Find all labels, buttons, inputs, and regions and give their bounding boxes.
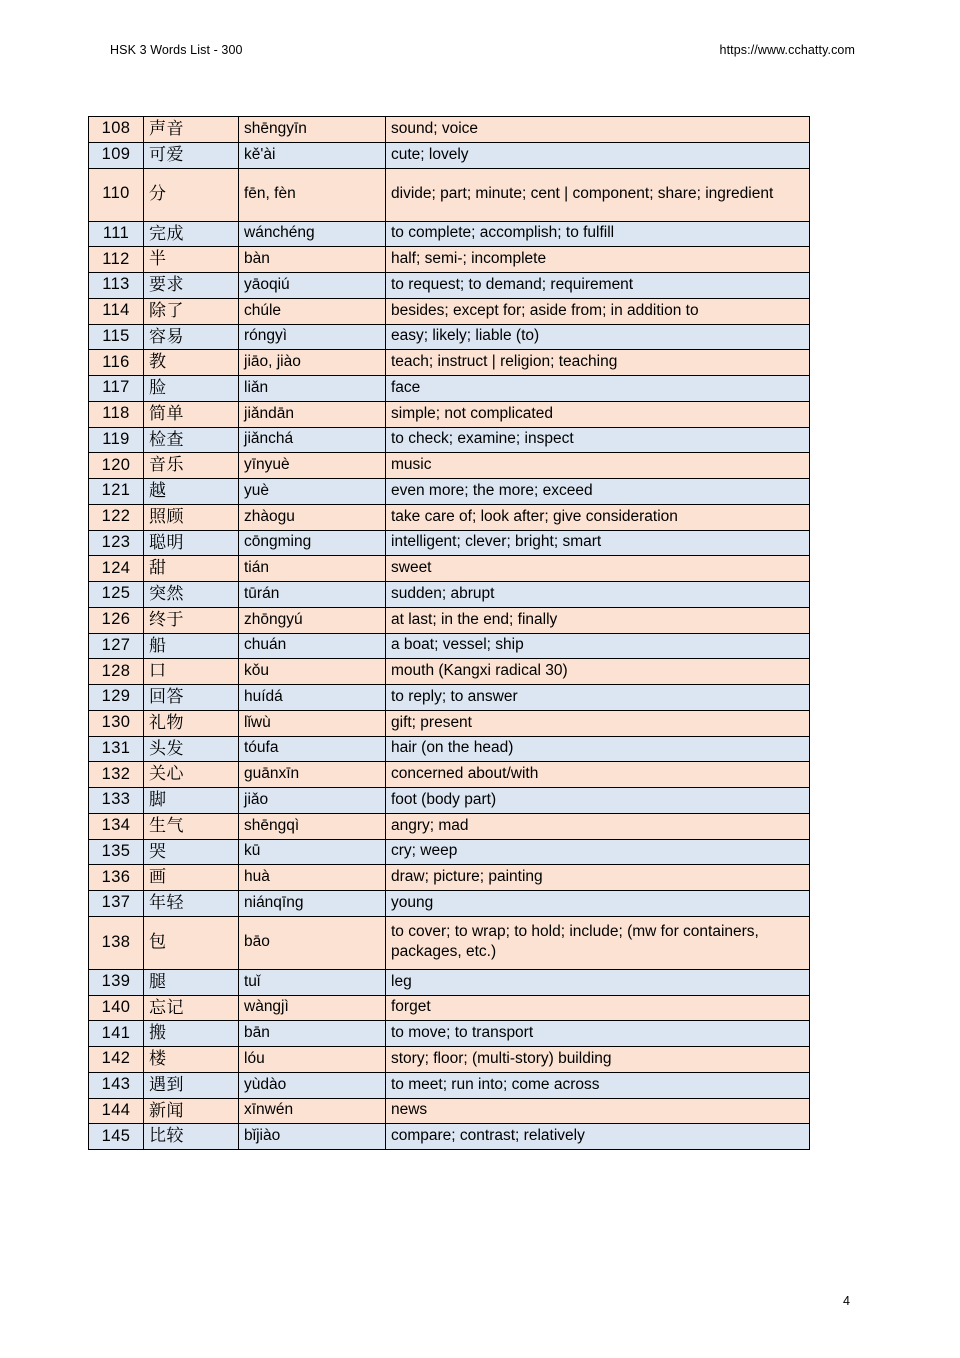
word-hanzi: 除了 xyxy=(144,298,239,324)
word-number: 141 xyxy=(89,1021,144,1047)
word-hanzi: 声音 xyxy=(144,117,239,143)
word-number: 125 xyxy=(89,582,144,608)
word-pinyin: lǐwù xyxy=(239,710,386,736)
word-pinyin: bàn xyxy=(239,247,386,273)
document-header xyxy=(110,40,855,60)
word-hanzi: 要求 xyxy=(144,273,239,299)
word-hanzi: 礼物 xyxy=(144,710,239,736)
table-row xyxy=(89,685,810,711)
page-number: 4 xyxy=(843,1294,850,1308)
word-english: cute; lovely xyxy=(386,142,810,168)
table-row xyxy=(89,865,810,891)
word-pinyin: tián xyxy=(239,556,386,582)
word-english: sound; voice xyxy=(386,117,810,143)
word-number: 143 xyxy=(89,1072,144,1098)
table-row xyxy=(89,788,810,814)
word-hanzi: 容易 xyxy=(144,324,239,350)
word-number: 137 xyxy=(89,891,144,917)
table-row xyxy=(89,710,810,736)
source-url: https://www.cchatty.com xyxy=(719,43,855,57)
word-number: 124 xyxy=(89,556,144,582)
word-english: easy; likely; liable (to) xyxy=(386,324,810,350)
table-row xyxy=(89,916,810,969)
word-pinyin: zhōngyú xyxy=(239,607,386,633)
word-hanzi: 聪明 xyxy=(144,530,239,556)
word-pinyin: bāo xyxy=(239,916,386,969)
word-hanzi: 分 xyxy=(144,168,239,221)
word-pinyin: liǎn xyxy=(239,376,386,402)
word-number: 132 xyxy=(89,762,144,788)
table-row xyxy=(89,247,810,273)
table-row xyxy=(89,117,810,143)
word-english: mouth (Kangxi radical 30) xyxy=(386,659,810,685)
table-row xyxy=(89,659,810,685)
word-english: to request; to demand; requirement xyxy=(386,273,810,299)
vocabulary-table xyxy=(88,116,810,1150)
word-pinyin: yuè xyxy=(239,479,386,505)
word-hanzi: 脸 xyxy=(144,376,239,402)
table-row xyxy=(89,504,810,530)
word-english: a boat; vessel; ship xyxy=(386,633,810,659)
word-hanzi: 画 xyxy=(144,865,239,891)
word-english: teach; instruct | religion; teaching xyxy=(386,350,810,376)
word-pinyin: guānxīn xyxy=(239,762,386,788)
word-english: to move; to transport xyxy=(386,1021,810,1047)
word-number: 131 xyxy=(89,736,144,762)
word-english: compare; contrast; relatively xyxy=(386,1124,810,1150)
word-english: sudden; abrupt xyxy=(386,582,810,608)
word-hanzi: 包 xyxy=(144,916,239,969)
word-hanzi: 完成 xyxy=(144,221,239,247)
word-number: 127 xyxy=(89,633,144,659)
word-number: 126 xyxy=(89,607,144,633)
document-title: HSK 3 Words List - 300 xyxy=(110,43,243,57)
word-pinyin: jiāo, jiào xyxy=(239,350,386,376)
word-hanzi: 检查 xyxy=(144,427,239,453)
word-english: story; floor; (multi-story) building xyxy=(386,1047,810,1073)
word-pinyin: kě'ài xyxy=(239,142,386,168)
word-english: to reply; to answer xyxy=(386,685,810,711)
word-number: 114 xyxy=(89,298,144,324)
word-number: 144 xyxy=(89,1098,144,1124)
word-hanzi: 越 xyxy=(144,479,239,505)
table-row xyxy=(89,142,810,168)
word-english: concerned about/with xyxy=(386,762,810,788)
word-number: 111 xyxy=(89,221,144,247)
word-pinyin: róngyì xyxy=(239,324,386,350)
word-pinyin: tuǐ xyxy=(239,969,386,995)
word-hanzi: 突然 xyxy=(144,582,239,608)
word-pinyin: tūrán xyxy=(239,582,386,608)
table-row xyxy=(89,607,810,633)
word-pinyin: bān xyxy=(239,1021,386,1047)
word-number: 118 xyxy=(89,401,144,427)
word-hanzi: 照顾 xyxy=(144,504,239,530)
word-english: music xyxy=(386,453,810,479)
word-number: 117 xyxy=(89,376,144,402)
word-pinyin: fēn, fèn xyxy=(239,168,386,221)
word-hanzi: 楼 xyxy=(144,1047,239,1073)
word-number: 121 xyxy=(89,479,144,505)
word-english: take care of; look after; give consideration xyxy=(386,504,810,530)
word-hanzi: 教 xyxy=(144,350,239,376)
word-pinyin: shēngqì xyxy=(239,813,386,839)
table-row xyxy=(89,1098,810,1124)
word-number: 113 xyxy=(89,273,144,299)
word-hanzi: 头发 xyxy=(144,736,239,762)
table-row xyxy=(89,298,810,324)
table-row xyxy=(89,401,810,427)
table-row xyxy=(89,1047,810,1073)
word-hanzi: 年轻 xyxy=(144,891,239,917)
word-hanzi: 可爱 xyxy=(144,142,239,168)
table-row xyxy=(89,376,810,402)
word-hanzi: 回答 xyxy=(144,685,239,711)
word-pinyin: bǐjiào xyxy=(239,1124,386,1150)
word-number: 145 xyxy=(89,1124,144,1150)
word-number: 133 xyxy=(89,788,144,814)
word-pinyin: kū xyxy=(239,839,386,865)
table-row xyxy=(89,582,810,608)
table-row xyxy=(89,1072,810,1098)
word-english: sweet xyxy=(386,556,810,582)
word-number: 128 xyxy=(89,659,144,685)
word-pinyin: jiǎnchá xyxy=(239,427,386,453)
word-hanzi: 比较 xyxy=(144,1124,239,1150)
word-english: young xyxy=(386,891,810,917)
word-pinyin: yùdào xyxy=(239,1072,386,1098)
word-hanzi: 船 xyxy=(144,633,239,659)
word-pinyin: chúle xyxy=(239,298,386,324)
word-english: intelligent; clever; bright; smart xyxy=(386,530,810,556)
word-english: half; semi-; incomplete xyxy=(386,247,810,273)
word-english: divide; part; minute; cent | component; share; ingredient xyxy=(386,168,810,221)
word-pinyin: xīnwén xyxy=(239,1098,386,1124)
table-row xyxy=(89,530,810,556)
word-english: simple; not complicated xyxy=(386,401,810,427)
word-pinyin: jiǎo xyxy=(239,788,386,814)
word-pinyin: wánchéng xyxy=(239,221,386,247)
word-hanzi: 搬 xyxy=(144,1021,239,1047)
word-number: 115 xyxy=(89,324,144,350)
word-pinyin: kǒu xyxy=(239,659,386,685)
word-number: 129 xyxy=(89,685,144,711)
word-english: foot (body part) xyxy=(386,788,810,814)
word-hanzi: 甜 xyxy=(144,556,239,582)
word-pinyin: jiǎndān xyxy=(239,401,386,427)
table-row xyxy=(89,1021,810,1047)
word-english: to complete; accomplish; to fulfill xyxy=(386,221,810,247)
word-hanzi: 新闻 xyxy=(144,1098,239,1124)
word-number: 122 xyxy=(89,504,144,530)
table-row xyxy=(89,479,810,505)
word-number: 138 xyxy=(89,916,144,969)
table-row xyxy=(89,168,810,221)
word-english: even more; the more; exceed xyxy=(386,479,810,505)
word-hanzi: 终于 xyxy=(144,607,239,633)
word-number: 142 xyxy=(89,1047,144,1073)
word-number: 116 xyxy=(89,350,144,376)
word-pinyin: cōngming xyxy=(239,530,386,556)
word-pinyin: wàngjì xyxy=(239,995,386,1021)
word-pinyin: yīnyuè xyxy=(239,453,386,479)
word-number: 110 xyxy=(89,168,144,221)
word-english: to cover; to wrap; to hold; include; (mw for containers, packages, etc.) xyxy=(386,916,810,969)
word-hanzi: 哭 xyxy=(144,839,239,865)
table-row xyxy=(89,813,810,839)
word-hanzi: 生气 xyxy=(144,813,239,839)
vocabulary-table-container xyxy=(88,116,809,1150)
word-number: 108 xyxy=(89,117,144,143)
table-row xyxy=(89,633,810,659)
table-row xyxy=(89,1124,810,1150)
word-hanzi: 忘记 xyxy=(144,995,239,1021)
table-row xyxy=(89,556,810,582)
word-pinyin: huídá xyxy=(239,685,386,711)
word-pinyin: tóufa xyxy=(239,736,386,762)
word-english: to check; examine; inspect xyxy=(386,427,810,453)
word-english: besides; except for; aside from; in addition to xyxy=(386,298,810,324)
word-hanzi: 口 xyxy=(144,659,239,685)
word-number: 135 xyxy=(89,839,144,865)
table-row xyxy=(89,453,810,479)
word-english: angry; mad xyxy=(386,813,810,839)
word-hanzi: 关心 xyxy=(144,762,239,788)
table-row xyxy=(89,427,810,453)
table-row xyxy=(89,736,810,762)
word-pinyin: yāoqiú xyxy=(239,273,386,299)
word-pinyin: lóu xyxy=(239,1047,386,1073)
word-hanzi: 腿 xyxy=(144,969,239,995)
word-english: forget xyxy=(386,995,810,1021)
table-row xyxy=(89,273,810,299)
table-row xyxy=(89,221,810,247)
word-number: 109 xyxy=(89,142,144,168)
table-row xyxy=(89,995,810,1021)
word-number: 136 xyxy=(89,865,144,891)
word-english: news xyxy=(386,1098,810,1124)
word-number: 140 xyxy=(89,995,144,1021)
word-number: 120 xyxy=(89,453,144,479)
word-hanzi: 音乐 xyxy=(144,453,239,479)
word-hanzi: 简单 xyxy=(144,401,239,427)
word-english: draw; picture; painting xyxy=(386,865,810,891)
table-row xyxy=(89,891,810,917)
word-pinyin: zhàogu xyxy=(239,504,386,530)
vocabulary-table-body xyxy=(89,117,810,1150)
table-row xyxy=(89,324,810,350)
word-number: 119 xyxy=(89,427,144,453)
word-english: cry; weep xyxy=(386,839,810,865)
word-english: hair (on the head) xyxy=(386,736,810,762)
word-english: leg xyxy=(386,969,810,995)
word-pinyin: shēngyīn xyxy=(239,117,386,143)
table-row xyxy=(89,350,810,376)
word-english: at last; in the end; finally xyxy=(386,607,810,633)
word-number: 123 xyxy=(89,530,144,556)
table-row xyxy=(89,762,810,788)
word-hanzi: 脚 xyxy=(144,788,239,814)
word-number: 134 xyxy=(89,813,144,839)
table-row xyxy=(89,969,810,995)
word-number: 112 xyxy=(89,247,144,273)
word-english: gift; present xyxy=(386,710,810,736)
word-pinyin: chuán xyxy=(239,633,386,659)
word-pinyin: huà xyxy=(239,865,386,891)
word-hanzi: 半 xyxy=(144,247,239,273)
word-pinyin: niánqīng xyxy=(239,891,386,917)
table-row xyxy=(89,839,810,865)
word-hanzi: 遇到 xyxy=(144,1072,239,1098)
word-number: 139 xyxy=(89,969,144,995)
word-english: to meet; run into; come across xyxy=(386,1072,810,1098)
word-english: face xyxy=(386,376,810,402)
word-number: 130 xyxy=(89,710,144,736)
